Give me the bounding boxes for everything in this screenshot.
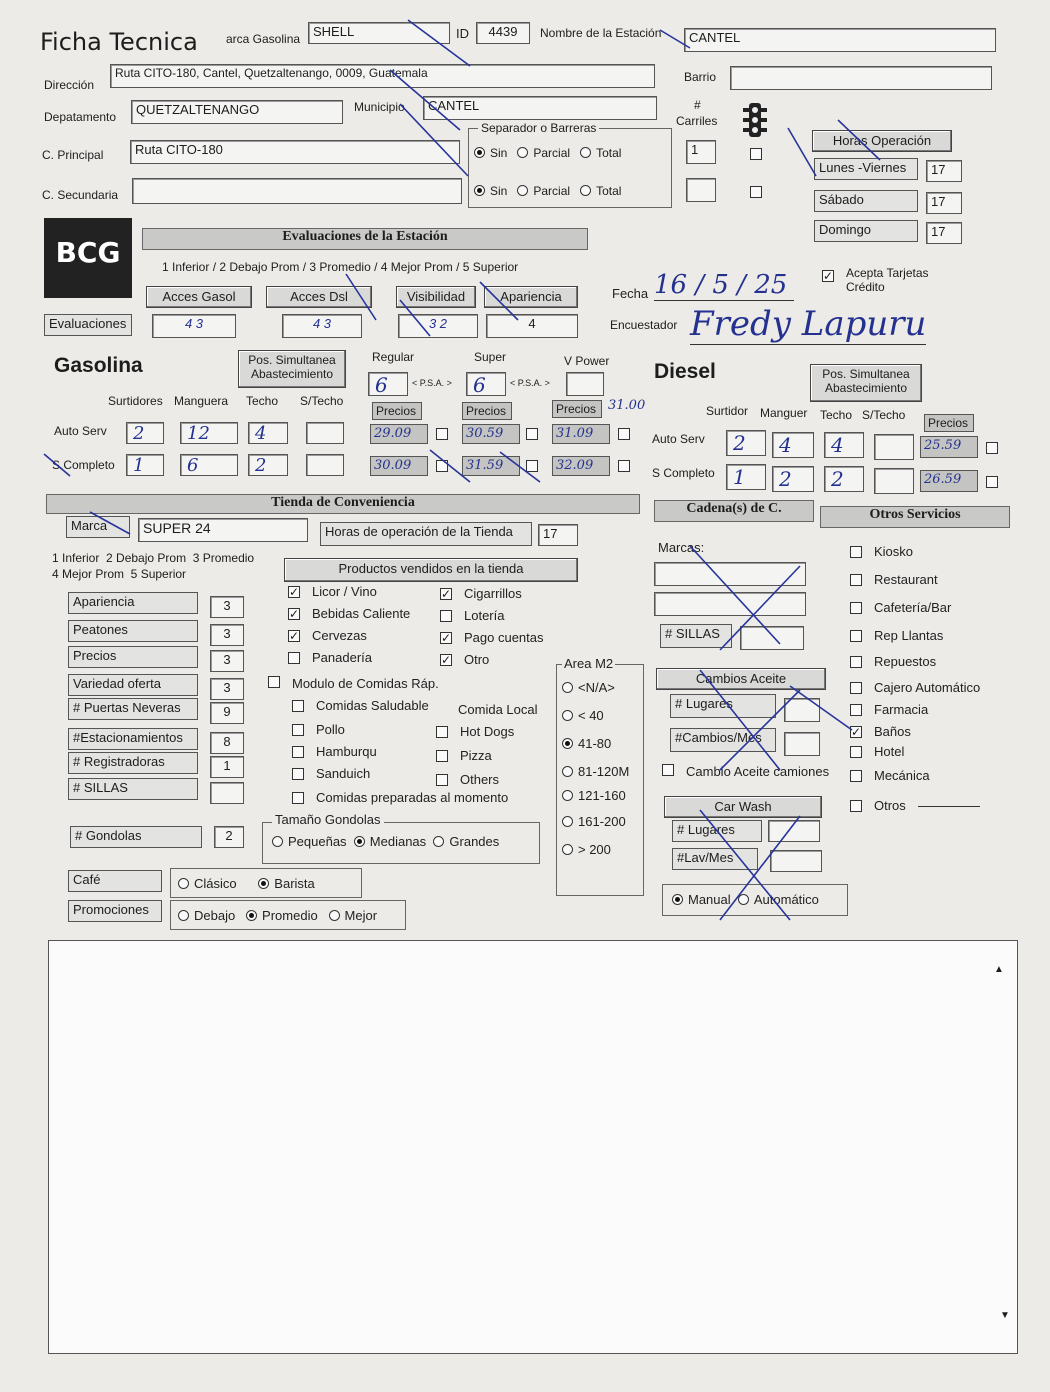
carriles-hash: # <box>694 98 701 112</box>
acces-dsl-button[interactable]: Acces Dsl <box>266 286 372 308</box>
gas-comp-surtidores[interactable]: 1 <box>126 454 164 476</box>
col-techo-diesel: Techo <box>820 408 853 422</box>
camiones-label: Cambio Aceite camiones <box>686 764 830 779</box>
precios-regular-header: Precios <box>372 402 422 420</box>
comida-label: Pollo <box>316 722 345 737</box>
product-check[interactable]: ✓ <box>289 607 300 621</box>
otros-label: Baños <box>874 724 911 739</box>
product-label: Panadería <box>312 650 372 665</box>
encuestador-label: Encuestador <box>610 318 678 332</box>
radio-parcial-1[interactable]: Parcial <box>517 146 570 160</box>
auto-serv-label: Auto Serv <box>54 424 107 438</box>
rating-label: Apariencia <box>68 592 198 614</box>
gas-comp-manguera[interactable]: 6 <box>180 454 238 476</box>
municipio-label: Municipio <box>354 100 405 114</box>
cadena-sillas-label: # SILLAS <box>660 624 732 648</box>
modulo-label: Modulo de Comidas Ráp. <box>292 676 439 691</box>
otros-label: Farmacia <box>874 702 929 717</box>
cafe-label: Café <box>68 870 162 892</box>
diesel-completo-label: S Completo <box>652 466 715 480</box>
credito-check[interactable]: ✓ <box>823 269 834 283</box>
rating-label: Peatones <box>68 620 198 642</box>
id-field[interactable]: 4439 <box>476 22 530 44</box>
area-radio-label: < 40 <box>578 708 604 723</box>
rating-label: # Registradoras <box>68 752 198 774</box>
cambios-lugares-label: # Lugares <box>670 694 776 718</box>
comida-label: Comidas preparadas al momento <box>316 790 509 805</box>
acces-gasol-field[interactable]: 4 3 <box>152 314 236 338</box>
id-label: ID <box>456 26 469 41</box>
apariencia-button[interactable]: Apariencia <box>484 286 578 308</box>
otros-label: Mecánica <box>874 768 930 783</box>
radio-manual[interactable]: Manual <box>672 892 731 907</box>
product-label: Cigarrillos <box>464 586 522 601</box>
brand-field[interactable]: SHELL <box>308 22 450 44</box>
direccion-field[interactable]: Ruta CITO-180, Cantel, Quetzaltenango, 0009, Guatemala <box>110 64 655 88</box>
product-check[interactable]: ✓ <box>441 653 452 667</box>
product-check[interactable]: ✓ <box>441 631 452 645</box>
gas-auto-super-price[interactable]: 30.59 <box>462 424 520 444</box>
rating-label: # SILLAS <box>68 778 198 800</box>
gas-auto-techo[interactable]: 4 <box>248 422 288 444</box>
station-field[interactable]: CANTEL <box>684 28 996 52</box>
evaluaciones-row-label: Evaluaciones <box>44 314 132 336</box>
regular-pos-field[interactable]: 6 <box>368 372 408 396</box>
product-check[interactable]: ✓ <box>289 629 300 643</box>
direccion-label: Dirección <box>44 78 95 92</box>
product-label: Cervezas <box>312 628 367 643</box>
depto-label: Depatamento <box>44 110 117 124</box>
col-surtidor: Surtidor <box>706 404 749 418</box>
visibilidad-button[interactable]: Visibilidad <box>396 286 476 308</box>
acces-dsl-field[interactable]: 4 3 <box>282 314 362 338</box>
carriles-label: Carriles <box>676 114 718 128</box>
super-pos-field[interactable]: 6 <box>466 372 506 396</box>
productos-button[interactable]: Productos vendidos en la tienda <box>284 558 578 582</box>
promociones-label: Promociones <box>68 900 162 922</box>
product-check[interactable]: ✓ <box>441 587 452 601</box>
marca-field[interactable]: SUPER 24 <box>138 518 308 542</box>
rating-label: Precios <box>68 646 198 668</box>
radio-debajo[interactable]: Debajo <box>178 908 235 923</box>
gas-auto-surtidores[interactable]: 2 <box>126 422 164 444</box>
encuestador-value[interactable]: Fredy Lapuru <box>690 304 927 344</box>
product-check[interactable]: ✓ <box>289 585 300 599</box>
radio-clasico[interactable]: Clásico <box>178 876 237 891</box>
evaluaciones-scale: 1 Inferior / 2 Debajo Prom / 3 Promedio / 4 Mejor Prom / 5 Superior <box>162 260 519 274</box>
precios-super-header: Precios <box>462 402 512 420</box>
rating-label: Variedad oferta <box>68 674 198 696</box>
col-stecho: S/Techo <box>300 394 344 408</box>
gas-comp-vpower-price[interactable]: 32.09 <box>552 456 610 476</box>
otros-bar: Otros Servicios <box>820 506 1010 528</box>
rating-field[interactable]: 8 <box>210 732 244 754</box>
carwash-lugares-label: # Lugares <box>672 820 762 842</box>
rating-field[interactable]: 9 <box>210 702 244 724</box>
notes-area[interactable] <box>48 940 1018 1354</box>
area-radio-label: 41-80 <box>578 736 612 751</box>
col-stecho-diesel: S/Techo <box>862 408 906 422</box>
scroll-up-icon[interactable]: ▲ <box>994 964 1004 975</box>
marcas-label: Marcas: <box>658 540 705 555</box>
radio-parcial-2[interactable]: Parcial <box>517 184 570 198</box>
product-label: Pago cuentas <box>464 630 544 645</box>
radio-total-2[interactable]: Total <box>580 184 621 198</box>
dsl-auto-price[interactable]: 25.59 <box>920 436 978 458</box>
lunes-viernes-field[interactable]: 17 <box>926 160 962 182</box>
carriles-field-1[interactable]: 1 <box>686 140 716 164</box>
rating-field[interactable]: 3 <box>210 650 244 672</box>
area-radio-label: 81-120M <box>578 764 630 779</box>
diesel-auto-label: Auto Serv <box>652 432 705 446</box>
apariencia-field[interactable]: 4 <box>486 314 578 338</box>
radio-grandes[interactable]: Grandes <box>433 834 499 849</box>
radio-promedio[interactable]: Promedio <box>246 908 318 923</box>
cambios-mes-label: #Cambios/Mes <box>670 728 776 752</box>
area-radio-label: 161-200 <box>578 814 626 829</box>
domingo-label: Domingo <box>814 220 918 242</box>
fecha-value[interactable]: 16 / 5 / 25 <box>654 270 794 301</box>
area-radio-label: <N/A> <box>578 680 615 695</box>
gasolina-pos-button[interactable]: Pos. Simultanea Abastecimiento <box>238 350 346 388</box>
radio-mejor[interactable]: Mejor <box>329 908 378 923</box>
comida-local-label: Hot Dogs <box>460 724 515 739</box>
visibilidad-field[interactable]: 3 2 <box>398 314 478 338</box>
radio-medianas[interactable]: Medianas <box>354 834 426 849</box>
principal-label: C. Principal <box>42 148 104 162</box>
col-manguer: Manguer <box>760 406 808 420</box>
radio-barista[interactable]: Barista <box>258 876 314 891</box>
super-label: Super <box>474 350 507 364</box>
radio-total-1[interactable]: Total <box>580 146 621 160</box>
completo-label: S.Completo <box>52 458 115 472</box>
radio-pequenas[interactable]: Pequeñas <box>272 834 347 849</box>
comida-local-label: Comida Local <box>458 702 538 717</box>
bcg-logo: BCG <box>44 218 132 298</box>
dsl-auto-techo[interactable]: 4 <box>824 432 864 458</box>
secundaria-label: C. Secundaria <box>42 188 119 202</box>
otros-label: Rep Llantas <box>874 628 944 643</box>
comida-label: Comidas Saludable <box>316 698 429 713</box>
rating-field[interactable]: 3 <box>210 624 244 646</box>
rating-label: #Estacionamientos <box>68 728 198 750</box>
vpower-label: V Power <box>564 354 610 368</box>
credito-label: Acepta Tarjetas Crédito <box>846 266 929 294</box>
precios-diesel-header: Precios <box>924 414 974 432</box>
municipio-field[interactable]: CANTEL <box>423 96 657 120</box>
marca-label: Marca <box>66 516 130 538</box>
cambios-aceite-button[interactable]: Cambios Aceite <box>656 668 826 690</box>
col-techo: Techo <box>246 394 279 408</box>
sabado-field[interactable]: 17 <box>926 192 962 214</box>
lunes-viernes-label: Lunes -Viernes <box>814 158 918 180</box>
scroll-down-icon[interactable]: ▼ <box>1000 1310 1010 1321</box>
comida-label: Sanduich <box>316 766 371 781</box>
horas-tienda-label: Horas de operación de la Tienda <box>320 522 532 546</box>
radio-automatico[interactable]: Automático <box>738 892 819 907</box>
tamano-title: Tamaño Gondolas <box>272 812 384 827</box>
area-radio-label: > 200 <box>578 842 611 857</box>
gasolina-title: Gasolina <box>54 354 143 377</box>
product-label: Otro <box>464 652 490 667</box>
gas-auto-regular-price[interactable]: 29.09 <box>370 424 428 444</box>
gas-auto-vpower-price[interactable]: 31.09 <box>552 424 610 444</box>
otros-label: Otros <box>874 798 906 813</box>
product-label: Lotería <box>464 608 505 623</box>
car-wash-button[interactable]: Car Wash <box>664 796 822 818</box>
otros-label: Hotel <box>874 744 905 759</box>
page-title: Ficha Tecnica <box>40 28 198 56</box>
diesel-title: Diesel <box>654 360 716 383</box>
gas-comp-techo[interactable]: 2 <box>248 454 288 476</box>
precios-vpower-header: Precios <box>552 400 602 418</box>
otros-label: Repuestos <box>874 654 937 669</box>
rating-field[interactable]: 3 <box>210 596 244 618</box>
station-label: Nombre de la Estación <box>540 26 662 40</box>
otros-label: Kiosko <box>874 544 914 559</box>
gondolas-field[interactable]: 2 <box>214 826 244 848</box>
comida-local-label: Others <box>460 772 500 787</box>
gas-auto-manguera[interactable]: 12 <box>180 422 238 444</box>
fecha-label: Fecha <box>612 286 649 301</box>
rating-field[interactable]: 3 <box>210 678 244 700</box>
product-label: Licor / Vino <box>312 584 377 599</box>
brand-label: arca Gasolina <box>226 32 301 46</box>
regular-label: Regular <box>372 350 415 364</box>
horas-operacion-button[interactable]: Horas Operación <box>812 130 952 152</box>
col-manguera: Manguera <box>174 394 229 408</box>
otros-label: Restaurant <box>874 572 938 587</box>
rating-field[interactable]: 1 <box>210 756 244 778</box>
product-label: Bebidas Caliente <box>312 606 411 621</box>
domingo-field[interactable]: 17 <box>926 222 962 244</box>
gas-comp-regular-price[interactable]: 30.09 <box>370 456 428 476</box>
psa-1: < P.S.A. > <box>412 378 452 388</box>
barrio-label: Barrio <box>684 70 717 84</box>
radio-sin-1[interactable]: Sin <box>474 146 507 160</box>
area-title: Area M2 <box>564 656 614 671</box>
vpower-hand-price: 31.00 <box>608 398 646 413</box>
horas-tienda-field[interactable]: 17 <box>538 524 578 546</box>
depto-field[interactable]: QUETZALTENANGO <box>131 100 343 124</box>
comida-local-label: Pizza <box>460 748 492 763</box>
area-radio-label: 121-160 <box>578 788 626 803</box>
diesel-pos-button[interactable]: Pos. Simultanea Abastecimiento <box>810 364 922 402</box>
dsl-auto-surtidor[interactable]: 2 <box>726 430 766 456</box>
otros-label: Cajero Automático <box>874 680 981 695</box>
separador-title: Separador o Barreras <box>478 121 599 135</box>
dsl-auto-manguer[interactable]: 4 <box>772 432 814 458</box>
dsl-comp-manguer[interactable]: 2 <box>772 466 814 492</box>
evaluaciones-bar: Evaluaciones de la Estación <box>142 228 588 250</box>
rating-label: # Puertas Neveras <box>68 698 198 720</box>
gondolas-label: # Gondolas <box>70 826 202 848</box>
dsl-comp-techo[interactable]: 2 <box>824 466 864 492</box>
dsl-comp-surtidor[interactable]: 1 <box>726 464 766 490</box>
sabado-label: Sábado <box>814 190 918 212</box>
acces-gasol-button[interactable]: Acces Gasol <box>146 286 252 308</box>
principal-field[interactable]: Ruta CITO-180 <box>130 140 460 164</box>
psa-2: < P.S.A. > <box>510 378 550 388</box>
lav-mes-label: #Lav/Mes <box>672 848 758 870</box>
dsl-comp-price[interactable]: 26.59 <box>920 470 978 492</box>
gas-comp-super-price[interactable]: 31.59 <box>462 456 520 476</box>
cadena-bar: Cadena(s) de C. <box>654 500 814 522</box>
col-surtidores: Surtidores <box>108 394 163 408</box>
otros-check[interactable]: ✓ <box>851 725 862 739</box>
comida-label: Hamburqu <box>316 744 377 759</box>
radio-sin-2[interactable]: Sin <box>474 184 507 198</box>
otros-label: Cafetería/Bar <box>874 600 952 615</box>
tienda-scale: 1 Inferior 2 Debajo Prom 3 Promedio 4 Mejor Prom 5 Superior <box>52 551 255 581</box>
tienda-bar: Tienda de Conveniencia <box>46 494 640 514</box>
